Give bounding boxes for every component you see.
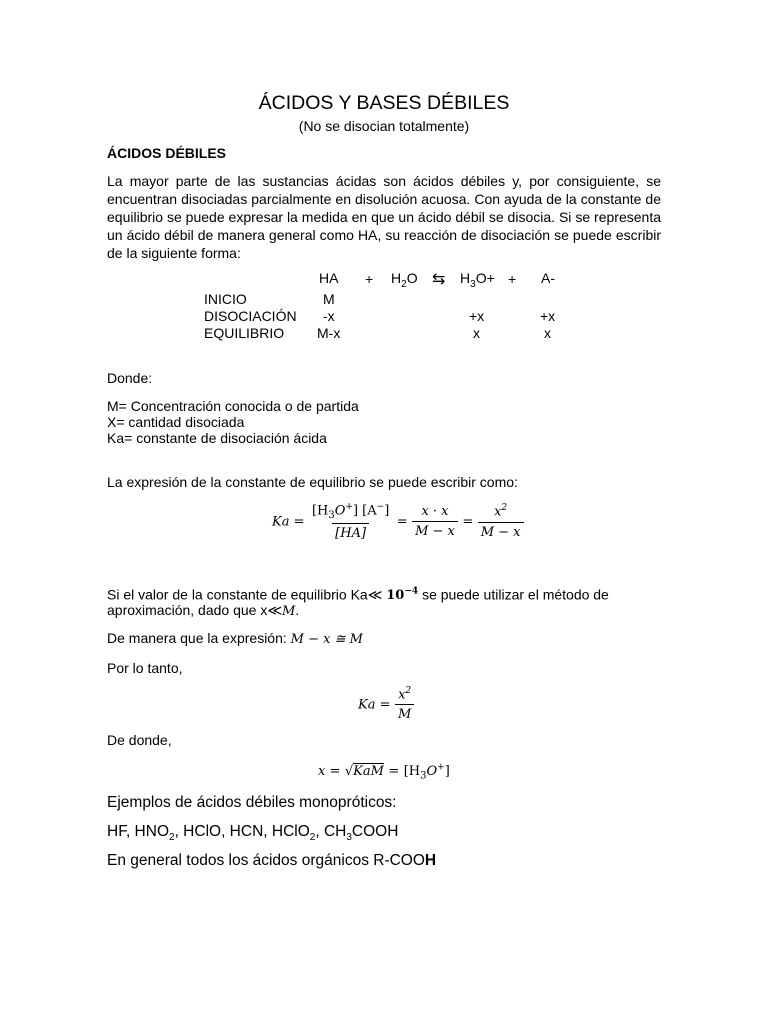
reaction-a: A- xyxy=(541,270,555,286)
equilibrium-arrow-icon: ⇆ xyxy=(432,269,446,288)
row-equilibrio-ha: M-x xyxy=(317,325,341,341)
definition-x: X= cantidad disociada xyxy=(107,414,245,430)
row-disociacion-ha: -x xyxy=(323,308,335,324)
formula1-frac-1 xyxy=(309,502,392,541)
row-label-inicio: INICIO xyxy=(204,291,247,307)
reaction-h3o: $H_3O+$ xyxy=(460,270,495,290)
formula1-num-2: x · x xyxy=(421,503,449,519)
row-equilibrio-h3o: x xyxy=(473,325,480,341)
page-title: ÁCIDOS Y BASES DÉBILES xyxy=(258,92,510,114)
formula2-num: $x^2$ xyxy=(398,686,412,703)
definition-ka: Ka= constante de disociación ácida xyxy=(107,430,327,446)
formula2-lhs: Ka = xyxy=(358,697,391,713)
row-inicio-ha: M xyxy=(323,291,335,307)
row-disociacion-h3o: +x xyxy=(469,308,485,324)
definition-m: M= Concentración conocida o de partida xyxy=(107,398,359,414)
examples-list: HF, $HNO_2$, HClO, HCN, HClO$_2$, $CH_3COOH$ xyxy=(107,823,399,844)
formula2-den: M xyxy=(395,704,414,722)
reaction-ha: HA xyxy=(319,270,339,286)
formula1-den-2: M − x xyxy=(412,521,458,539)
formula1-frac-3 xyxy=(478,503,524,539)
row-label-equilibrio: EQUILIBRIO xyxy=(204,325,285,341)
formula1-frac-2 xyxy=(412,504,458,539)
por-lo-tanto: Por lo tanto, xyxy=(107,660,183,676)
formula2-frac xyxy=(395,686,414,722)
page-subtitle: (No se disocian totalmente) xyxy=(298,118,470,134)
row-equilibrio-a: x xyxy=(544,325,551,341)
approximation-line-1: Si el valor de la constante de equilibrio Ka≪ $10^{-4}$ se puede utilizar el método de xyxy=(107,586,609,604)
general-statement: En general todos los ácidos orgánicos R-COOH xyxy=(107,852,437,869)
ka-approx-formula xyxy=(358,686,414,722)
reaction-h2o: $H_2O$ xyxy=(391,270,418,290)
examples-heading: Ejemplos de ácidos débiles monopróticos: xyxy=(107,794,397,811)
intro-paragraph: La mayor parte de las sustancias ácidas son ácidos débiles y, por consiguiente, se encuentran disociadas parcialmente en disolución acuosa. Con ayuda de la constante de equilibrio se puede expresar la medida en que un ácido débil se disocia. Si se representa un ácido débil de manera general como HA, su reacción de disociación se puede escribir de la siguiente forma: xyxy=(107,173,661,261)
approximation-math: M − x ≅ M xyxy=(290,632,363,647)
formula1-lhs: Ka = xyxy=(272,514,305,530)
sqrt-icon: √ xyxy=(344,764,354,779)
formula1-num-3: $x^2$ xyxy=(494,503,508,520)
formula1-eq-2: = xyxy=(462,514,474,530)
formula1-den-3: M − x xyxy=(478,522,524,540)
row-label-disociacion: DISOCIACIÓN xyxy=(204,308,297,324)
donde-label: Donde: xyxy=(107,370,153,386)
formula1-num-1: $[H_3O^+]$ [A−] xyxy=(311,502,390,521)
reaction-plus-1: + xyxy=(365,271,374,287)
expression-line: De manera que la expresión: M − x ≅ M xyxy=(107,630,363,647)
formula1-eq-1: = xyxy=(396,514,408,530)
x-formula: $x = √KaM = [H_3O^+]$ xyxy=(318,762,450,782)
expression-intro: La expresión de la constante de equilibrio se puede escribir como: xyxy=(107,474,518,490)
row-disociacion-a: +x xyxy=(540,308,556,324)
section-heading: ÁCIDOS DÉBILES xyxy=(107,145,227,161)
de-donde: De donde, xyxy=(107,732,172,748)
reaction-plus-2: + xyxy=(508,271,517,287)
approximation-line-2: aproximación, dado que x≪M. xyxy=(107,602,300,619)
reaction-table xyxy=(204,270,584,346)
ka-formula xyxy=(272,502,524,541)
formula1-den-1: [HA] xyxy=(332,523,369,541)
